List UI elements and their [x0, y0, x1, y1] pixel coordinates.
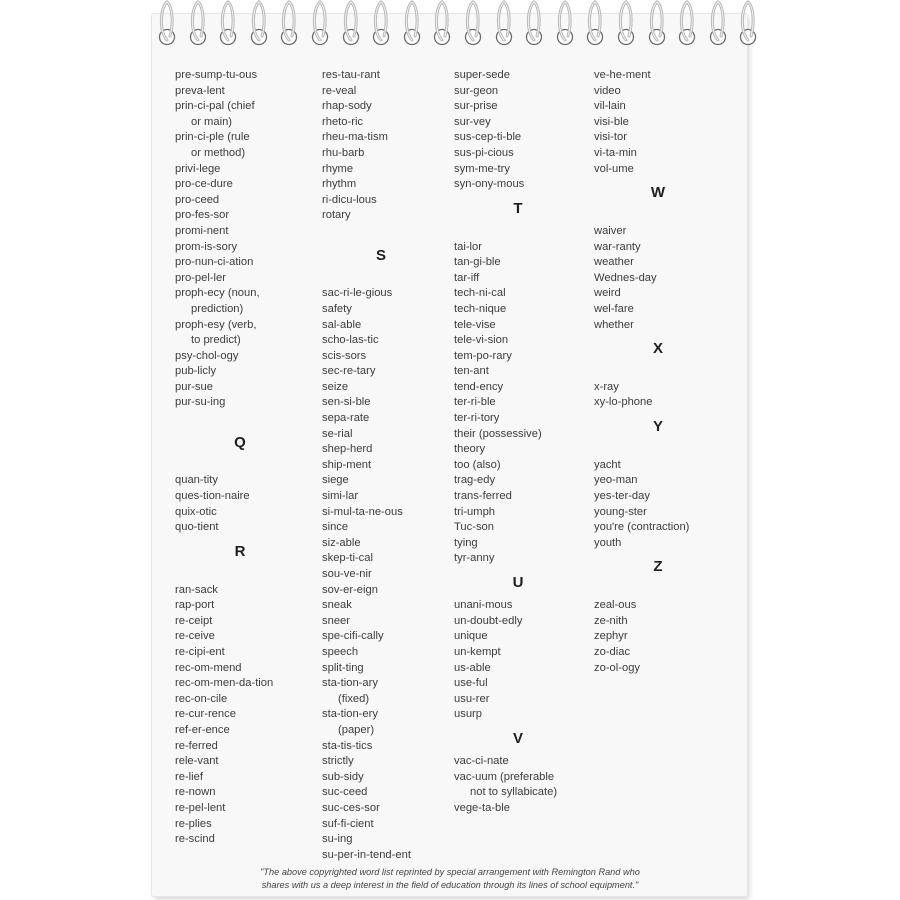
word-entry: (paper) — [338, 723, 375, 736]
word-entry: visi-tor — [594, 131, 627, 144]
word-entry: sur-geon — [454, 84, 499, 97]
footnote-line-2: shares with us a deep interest in the field of education through its lines of school equipment." — [261, 879, 639, 890]
word-entry: split-ting — [322, 661, 364, 674]
word-entry: trans-ferred — [454, 490, 512, 503]
word-entry: quan-tity — [175, 474, 218, 487]
word-entry: ques-tion-naire — [175, 490, 250, 503]
word-entry: quo-tient — [175, 521, 219, 534]
word-entry: sneak — [322, 599, 352, 612]
word-entry: tech-ni-cal — [454, 287, 506, 300]
word-entry: sta-tis-tics — [322, 739, 373, 752]
word-entry: sur-vey — [454, 115, 491, 128]
word-entry: rec-om-mend — [175, 661, 242, 674]
word-entry: un-kempt — [454, 645, 501, 658]
word-entry: sepa-rate — [322, 412, 370, 425]
spiral-wire-ring-icon — [582, 0, 608, 54]
word-entry: sym-me-try — [454, 162, 510, 175]
word-entry: xy-lo-phone — [594, 396, 653, 409]
word-entry: promi-nent — [175, 224, 229, 237]
word-entry: sac-ri-le-gious — [322, 287, 393, 300]
word-entry: yeo-man — [594, 474, 638, 487]
word-entry: x-ray — [594, 380, 619, 393]
section-letter-heading: R — [234, 542, 246, 560]
word-entry: pub-licly — [175, 365, 217, 378]
word-entry: sur-prise — [454, 100, 498, 113]
spiral-binding — [152, 0, 747, 56]
word-entry: pro-pel-ler — [175, 271, 226, 284]
spacer — [594, 364, 734, 380]
section-letter-heading: S — [375, 246, 386, 264]
word-column-4 — [594, 68, 734, 676]
word-entry: re-cur-rence — [175, 708, 236, 721]
spiral-wire-ring-icon — [521, 0, 547, 54]
word-entry: youth — [594, 536, 622, 549]
word-entry: rele-vant — [175, 755, 219, 768]
word-entry: tele-vise — [454, 318, 496, 331]
word-entry: strictly — [322, 755, 354, 768]
word-entry: pre-sump-tu-ous — [175, 69, 258, 81]
word-entry: prom-is-sory — [175, 240, 238, 253]
spiral-wire-ring-icon — [276, 0, 302, 54]
word-column-3 — [454, 68, 589, 817]
word-entry: re-veal — [322, 84, 357, 97]
word-entry: us-able — [454, 661, 491, 674]
word-entry: usurp — [454, 708, 482, 721]
spiral-wire-ring-icon — [613, 0, 639, 54]
section-letter-heading: X — [652, 340, 663, 358]
word-entry: vi-ta-min — [594, 146, 637, 159]
word-entry: rhyme — [322, 162, 354, 175]
word-entry: simi-lar — [322, 490, 359, 503]
word-entry: yacht — [594, 458, 621, 471]
spacer — [454, 224, 589, 240]
word-entry: sneer — [322, 614, 350, 627]
spiral-wire-ring-icon — [338, 0, 364, 54]
word-entry: tying — [454, 536, 478, 549]
word-entry: re-plies — [175, 817, 212, 830]
word-entry: tyr-anny — [454, 552, 495, 565]
word-entry: re-cipi-ent — [175, 645, 225, 658]
word-entry: rec-om-men-da-tion — [175, 677, 274, 690]
word-entry: Tuc-son — [454, 521, 494, 534]
word-entry: yes-ter-day — [594, 490, 650, 503]
word-entry: rheu-ma-tism — [322, 131, 388, 144]
spiral-wire-ring-icon — [154, 0, 180, 54]
word-entry: visi-ble — [594, 115, 629, 128]
word-entry: tri-umph — [454, 505, 496, 518]
word-entry: vil-lain — [594, 100, 626, 113]
word-entry: tend-ency — [454, 380, 504, 393]
word-entry: pro-ceed — [175, 193, 220, 206]
word-entry: weather — [594, 256, 634, 269]
word-entry: skep-ti-cal — [322, 552, 373, 565]
spacer — [175, 458, 315, 474]
word-entry: re-pel-lent — [175, 801, 226, 814]
word-entry: ship-ment — [322, 458, 372, 471]
spiral-wire-ring-icon — [215, 0, 241, 54]
word-entry: trag-edy — [454, 474, 496, 487]
word-entry: sal-able — [322, 318, 362, 331]
word-entry: rhythm — [322, 178, 357, 191]
word-entry: re-lief — [175, 770, 203, 783]
word-entry: usu-rer — [454, 692, 490, 705]
word-entry: tem-po-rary — [454, 349, 512, 362]
word-entry: tai-lor — [454, 240, 482, 253]
word-entry: rap-port — [175, 599, 215, 612]
spiral-wire-ring-icon — [552, 0, 578, 54]
word-entry: or method) — [191, 146, 246, 159]
word-entry: sec-re-tary — [322, 365, 376, 378]
word-entry: sta-tion-ery — [322, 708, 378, 721]
word-entry: scho-las-tic — [322, 334, 379, 347]
word-entry: or main) — [191, 115, 233, 128]
word-entry: suc-ceed — [322, 786, 368, 799]
copyright-footnote — [190, 866, 710, 891]
spacer — [594, 583, 734, 599]
word-entry: sus-pi-cious — [454, 146, 514, 159]
word-entry: video — [594, 84, 621, 97]
spiral-wire-ring-icon — [399, 0, 425, 54]
word-entry: tech-nique — [454, 302, 507, 315]
word-entry: sub-sidy — [322, 770, 364, 783]
word-entry: zeal-ous — [594, 599, 637, 612]
word-entry: sov-er-eign — [322, 583, 378, 596]
word-entry: sou-ve-nir — [322, 568, 372, 580]
word-entry: ter-ri-ble — [454, 396, 496, 409]
word-entry: su-ing — [322, 833, 353, 846]
word-entry: prediction) — [191, 302, 244, 315]
spiral-wire-ring-icon — [491, 0, 517, 54]
word-entry: speech — [322, 645, 359, 658]
word-entry: zo-ol-ogy — [594, 661, 641, 674]
word-entry: use-ful — [454, 677, 488, 690]
section-letter-heading: Y — [652, 418, 663, 436]
word-entry: prin-ci-ple (rule — [175, 131, 250, 144]
word-entry: re-scind — [175, 833, 215, 846]
word-entry: re-ferred — [175, 739, 218, 752]
word-entry: ten-ant — [454, 365, 489, 378]
word-entry: si-mul-ta-ne-ous — [322, 505, 403, 518]
section-letter-heading: Q — [234, 433, 246, 451]
word-entry: whether — [594, 318, 634, 331]
word-entry: their (possessive) — [454, 427, 542, 440]
word-entry: pro-fes-sor — [175, 209, 230, 222]
word-entry: zephyr — [594, 630, 628, 643]
word-entry: proph-esy (verb, — [175, 318, 257, 331]
word-entry: pur-sue — [175, 380, 213, 393]
word-entry: rhap-sody — [322, 100, 372, 113]
word-entry: rec-on-cile — [175, 692, 228, 705]
section-letter-heading: T — [513, 199, 523, 217]
word-entry: re-nown — [175, 786, 216, 799]
word-entry: (fixed) — [338, 692, 370, 705]
spacer — [322, 224, 452, 240]
word-entry: sta-tion-ary — [322, 677, 378, 690]
section-letter-heading: W — [650, 184, 666, 202]
word-entry: theory — [454, 443, 486, 456]
word-entry: rheto-ric — [322, 115, 364, 128]
word-entry: privi-lege — [175, 162, 221, 175]
word-entry: tar-iff — [454, 271, 480, 284]
spiral-wire-ring-icon — [368, 0, 394, 54]
word-entry: tan-gi-ble — [454, 256, 501, 269]
word-entry: ref-er-ence — [175, 723, 230, 736]
section-letter-heading: U — [512, 574, 524, 591]
spiral-wire-ring-icon — [705, 0, 731, 54]
word-entry: su-per-in-tend-ent — [322, 848, 411, 861]
word-entry: pro-ce-dure — [175, 178, 233, 191]
word-entry: syn-ony-mous — [454, 178, 525, 191]
word-entry: unani-mous — [454, 599, 513, 612]
spiral-wire-ring-icon — [246, 0, 272, 54]
spacer — [322, 271, 452, 287]
word-entry: re-ceive — [175, 630, 215, 643]
word-entry: shep-herd — [322, 443, 373, 456]
spacer — [175, 411, 315, 427]
word-entry: quix-otic — [175, 505, 217, 518]
word-column-1 — [175, 68, 315, 848]
word-entry: res-tau-rant — [322, 69, 380, 81]
word-column-2 — [322, 68, 452, 863]
word-entry: suf-fi-cient — [322, 817, 374, 830]
spiral-wire-ring-icon — [185, 0, 211, 54]
word-entry: suc-ces-sor — [322, 801, 380, 814]
word-entry: unique — [454, 630, 488, 643]
word-entry: rhu-barb — [322, 146, 365, 159]
word-entry: you're (contraction) — [594, 521, 690, 534]
word-entry: ze-nith — [594, 614, 628, 627]
word-entry: since — [322, 521, 349, 534]
word-entry: vac-ci-nate — [454, 755, 509, 768]
word-entry: psy-chol-ogy — [175, 349, 239, 362]
word-entry: young-ster — [594, 505, 647, 518]
word-entry: un-doubt-edly — [454, 614, 523, 627]
word-entry: spe-cifi-cally — [322, 630, 384, 643]
word-entry: Wednes-day — [594, 271, 657, 284]
word-entry: super-sede — [454, 69, 510, 81]
word-entry: seize — [322, 380, 349, 393]
footnote-line-1: "The above copyrighted word list reprinted by special arrangement with Remington Rand who — [260, 867, 640, 877]
word-entry: rotary — [322, 209, 351, 222]
word-entry: not to syllabicate) — [470, 786, 558, 799]
word-entry: vol-ume — [594, 162, 634, 175]
word-entry: weird — [594, 287, 621, 300]
word-entry: too (also) — [454, 458, 501, 471]
word-entry: vac-uum (preferable — [454, 770, 555, 783]
word-entry: ran-sack — [175, 583, 218, 596]
word-entry: pro-nun-ci-ation — [175, 256, 254, 269]
word-entry: war-ranty — [594, 240, 641, 253]
word-entry: sus-cep-ti-ble — [454, 131, 522, 144]
word-entry: zo-diac — [594, 645, 631, 658]
word-entry: proph-ecy (noun, — [175, 287, 260, 300]
word-entry: tele-vi-sion — [454, 334, 509, 347]
word-entry: preva-lent — [175, 84, 225, 97]
spiral-wire-ring-icon — [735, 0, 761, 54]
word-entry: wel-fare — [594, 302, 634, 315]
word-entry: sen-si-ble — [322, 396, 371, 409]
spiral-wire-ring-icon — [460, 0, 486, 54]
word-entry: ve-he-ment — [594, 69, 651, 81]
spacer — [594, 442, 734, 458]
word-entry: to predict) — [191, 334, 241, 347]
spacer — [594, 208, 734, 224]
word-entry: siz-able — [322, 536, 361, 549]
spiral-wire-ring-icon — [674, 0, 700, 54]
word-entry: pur-su-ing — [175, 396, 226, 409]
word-entry: ri-dicu-lous — [322, 193, 377, 206]
word-entry: ter-ri-tory — [454, 412, 500, 425]
word-entry: safety — [322, 302, 352, 315]
section-letter-heading: V — [512, 729, 523, 747]
word-entry: scis-sors — [322, 349, 367, 362]
spiral-wire-ring-icon — [429, 0, 455, 54]
spacer — [175, 567, 315, 583]
spiral-wire-ring-icon — [644, 0, 670, 54]
word-entry: prin-ci-pal (chief — [175, 100, 255, 113]
word-entry: siege — [322, 474, 349, 487]
word-entry: waiver — [594, 224, 627, 237]
word-entry: vege-ta-ble — [454, 801, 510, 814]
section-letter-heading: Z — [653, 558, 663, 576]
word-entry: re-ceipt — [175, 614, 213, 627]
word-entry: se-rial — [322, 427, 353, 440]
spiral-wire-ring-icon — [307, 0, 333, 54]
